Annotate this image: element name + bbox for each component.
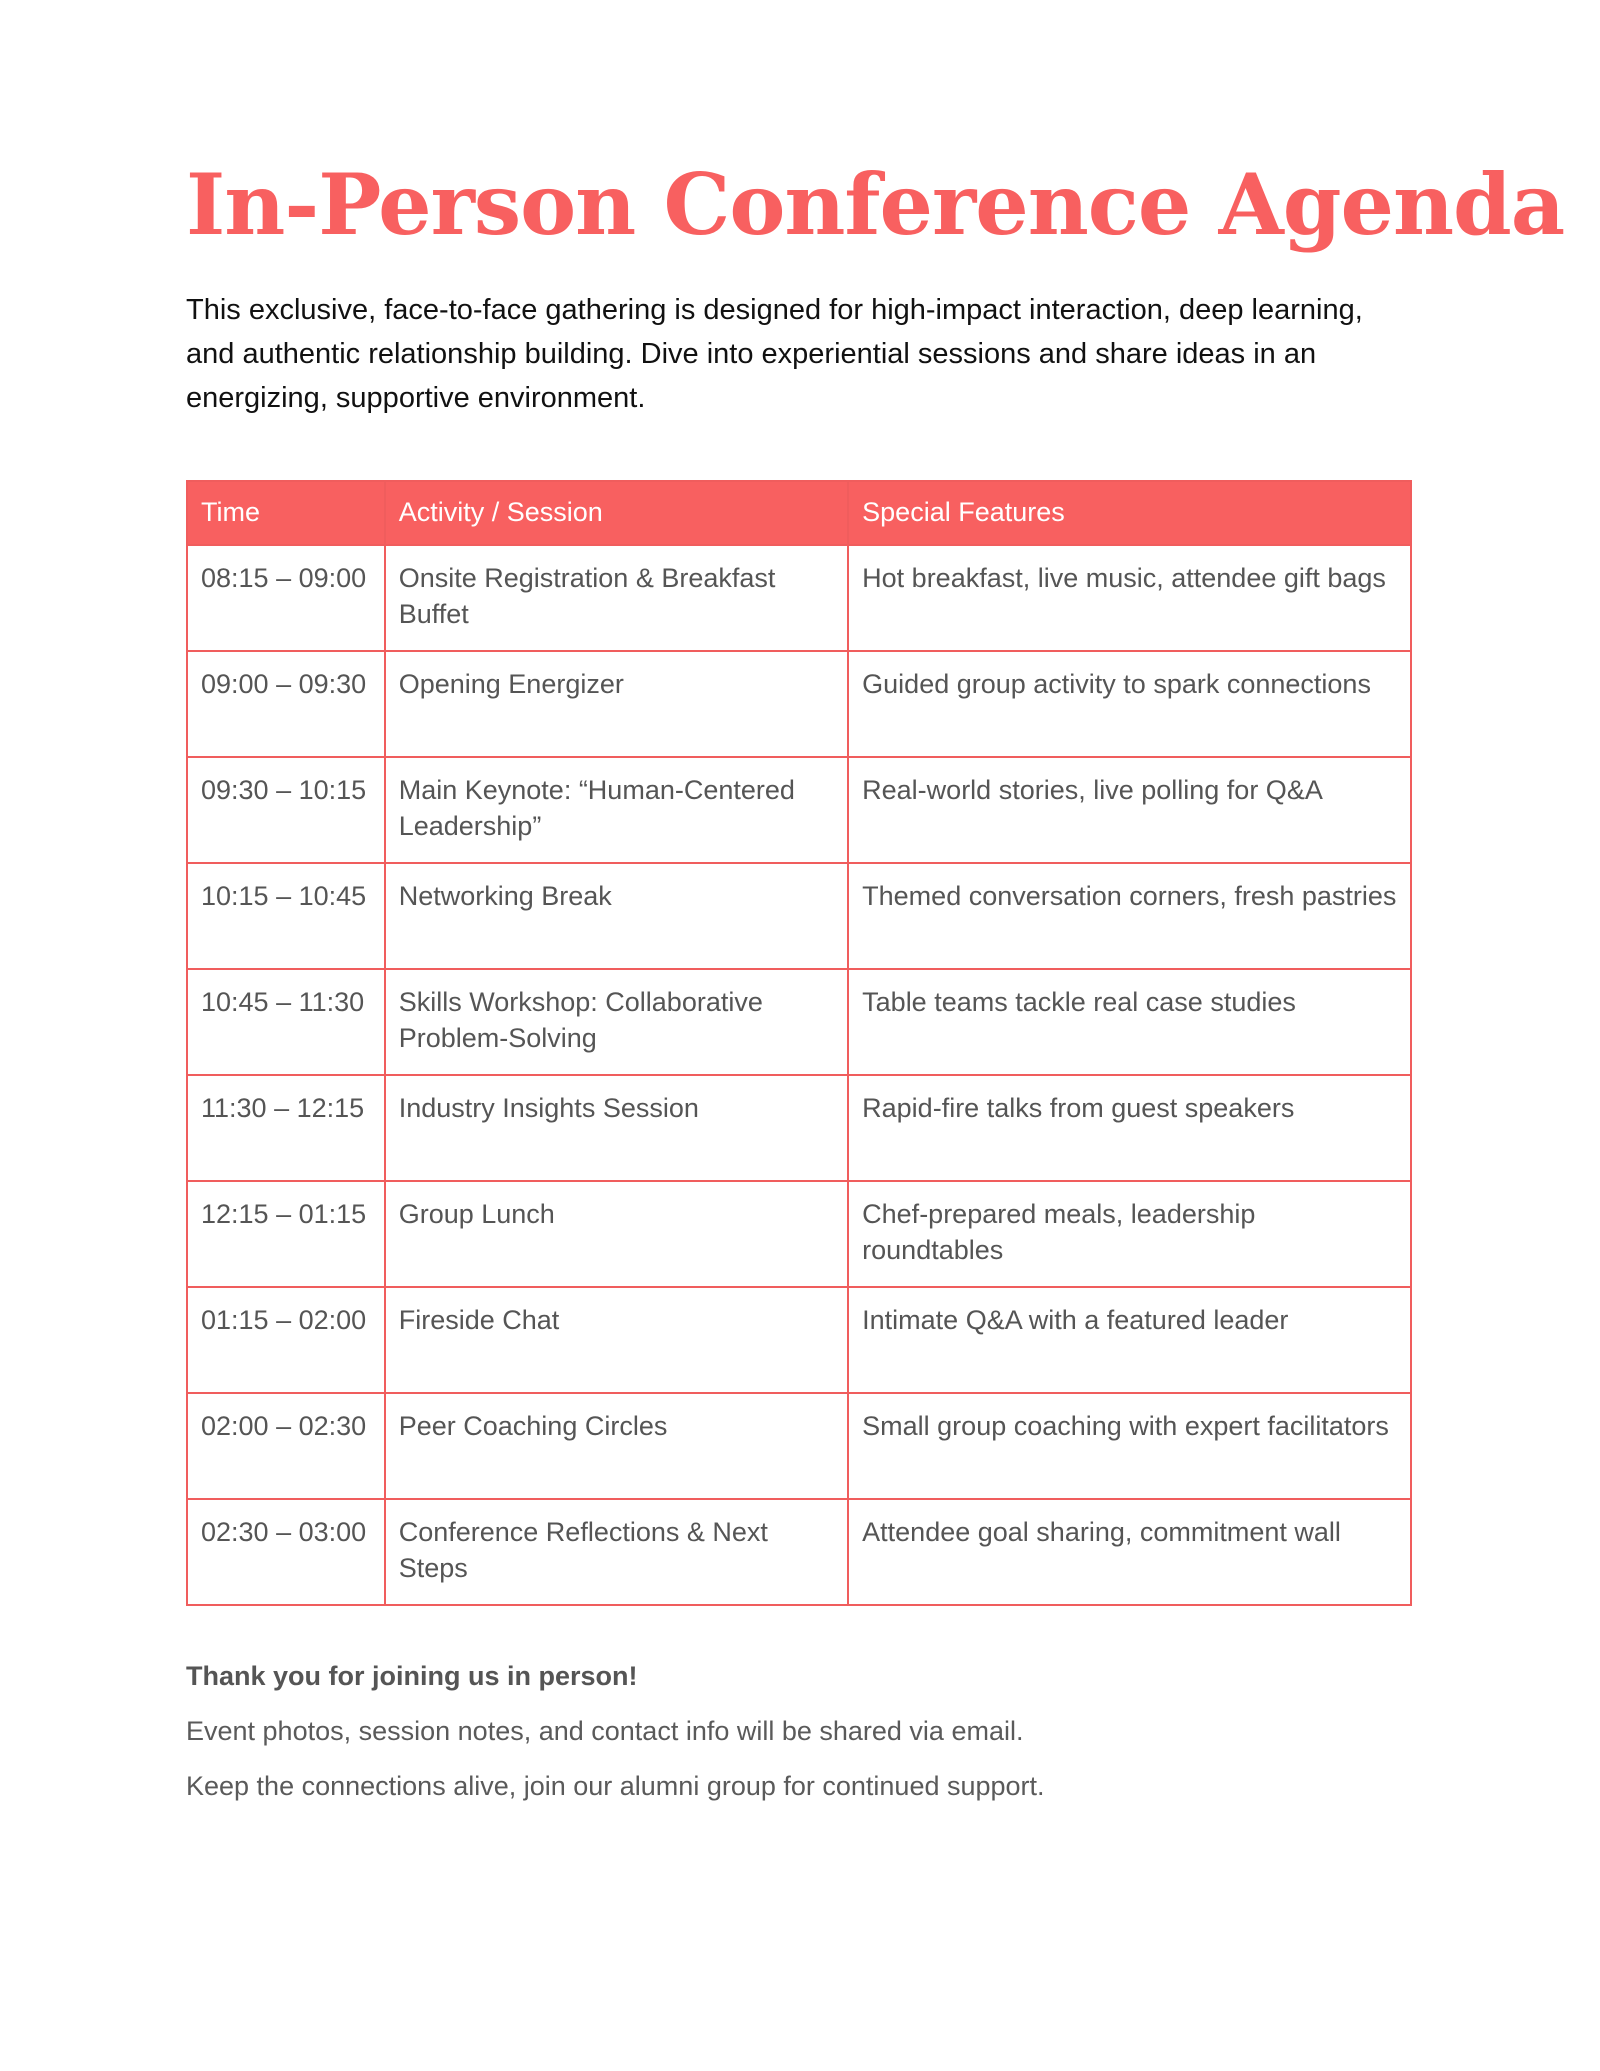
table-row [187,1287,1411,1393]
cell-activity: Group Lunch [385,1181,848,1287]
cell-features: Attendee goal sharing, commitment wall [848,1499,1411,1605]
cell-time: 08:15 – 09:00 [187,545,385,651]
table-row [187,863,1411,969]
followup-note: Event photos, session notes, and contact info will be shared via email. [186,1716,1024,1746]
table-row [187,651,1411,757]
header-time: Time [187,481,385,545]
cell-features: Table teams tackle real case studies [848,969,1411,1075]
cell-features: Intimate Q&A with a featured leader [848,1287,1411,1393]
cell-features: Rapid-fire talks from guest speakers [848,1075,1411,1181]
cell-activity: Networking Break [385,863,848,969]
cell-time: 10:15 – 10:45 [187,863,385,969]
cell-time: 10:45 – 11:30 [187,969,385,1075]
agenda-table-header [187,481,1411,545]
cell-features: Guided group activity to spark connections [848,651,1411,757]
cell-features: Themed conversation corners, fresh pastries [848,863,1411,969]
header-activity: Activity / Session [385,481,848,545]
cell-activity: Onsite Registration & Breakfast Buffet [385,545,848,651]
table-row [187,1393,1411,1499]
page-title: In-Person Conference Agenda [186,155,1565,254]
cell-time: 11:30 – 12:15 [187,1075,385,1181]
table-row [187,1499,1411,1605]
cell-time: 02:00 – 02:30 [187,1393,385,1499]
cell-features: Small group coaching with expert facilitators [848,1393,1411,1499]
agenda-table [186,480,1412,1606]
cell-activity: Opening Energizer [385,651,848,757]
intro-paragraph: This exclusive, face-to-face gathering is designed for high-impact interaction, deep learning, and authentic relationship building. Dive into experiential sessions and share ideas in an energizing, supportive environment. [186,294,1363,414]
table-row [187,545,1411,651]
closing-notes [186,1658,1412,1804]
cell-features: Real-world stories, live polling for Q&A [848,757,1411,863]
cell-activity: Skills Workshop: Collaborative Problem-Solving [385,969,848,1075]
cell-time: 12:15 – 01:15 [187,1181,385,1287]
cell-time: 02:30 – 03:00 [187,1499,385,1605]
header-features: Special Features [848,481,1411,545]
table-row [187,757,1411,863]
thank-you-note: Thank you for joining us in person! [186,1661,638,1691]
agenda-table-body [187,545,1411,1605]
cell-features: Chef-prepared meals, leadership roundtables [848,1181,1411,1287]
table-row [187,1075,1411,1181]
cell-activity: Peer Coaching Circles [385,1393,848,1499]
cell-time: 01:15 – 02:00 [187,1287,385,1393]
header-row [187,481,1411,545]
cell-time: 09:00 – 09:30 [187,651,385,757]
table-row [187,1181,1411,1287]
alumni-note: Keep the connections alive, join our alumni group for continued support. [186,1771,1045,1801]
table-row [187,969,1411,1075]
cell-time: 09:30 – 10:15 [187,757,385,863]
cell-features: Hot breakfast, live music, attendee gift bags [848,545,1411,651]
cell-activity: Main Keynote: “Human-Centered Leadership” [385,757,848,863]
cell-activity: Fireside Chat [385,1287,848,1393]
agenda-document [186,150,1565,1823]
cell-activity: Conference Reflections & Next Steps [385,1499,848,1605]
cell-activity: Industry Insights Session [385,1075,848,1181]
